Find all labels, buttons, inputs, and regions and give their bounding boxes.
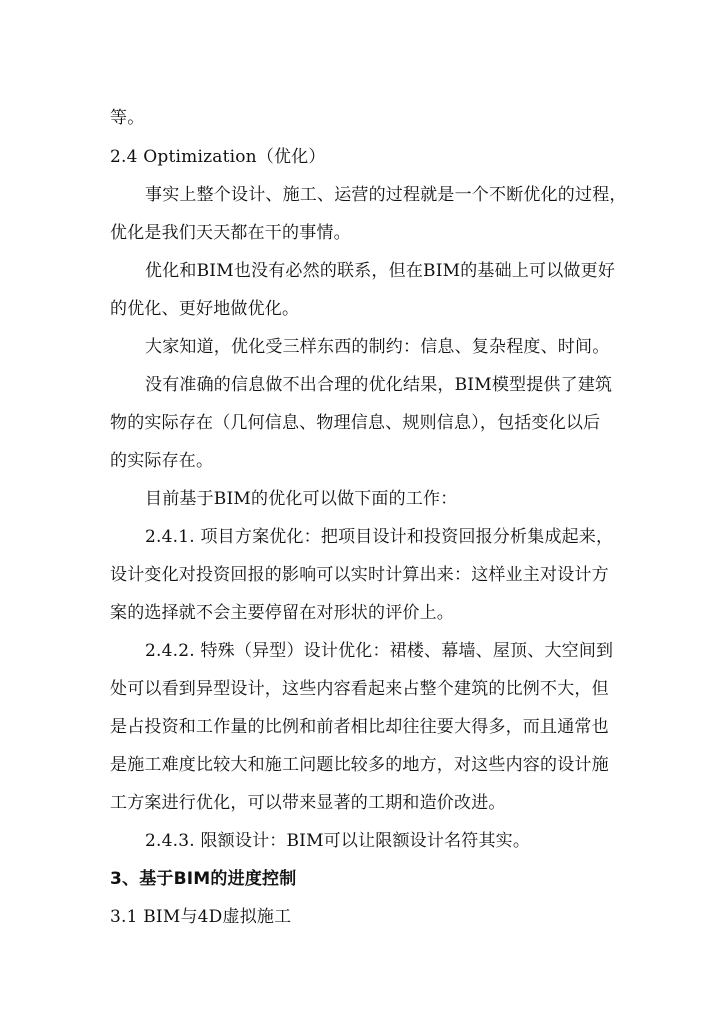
paragraph-line: 没有准确的信息做不出合理的优化结果，BIM模型提供了建筑 xyxy=(145,375,613,395)
paragraph-line: 目前基于BIM的优化可以做下面的工作： xyxy=(145,489,458,509)
paragraph-line: 是施工难度比较大和施工问题比较多的地方，对这些内容的设计施 xyxy=(110,755,609,775)
paragraph-line: 优化和BIM也没有必然的联系，但在BIM的基础上可以做更好 xyxy=(145,261,616,281)
paragraph-line: 2.4.3. 限额设计：BIM可以让限额设计名符其实。 xyxy=(145,831,531,851)
paragraph-line: 优化是我们天天都在干的事情。 xyxy=(110,223,351,243)
paragraph-line: 2.4.2. 特殊（异型）设计优化：裙楼、幕墙、屋顶、大空间到 xyxy=(145,641,614,661)
paragraph-line: 事实上整个设计、施工、运营的过程就是一个不断优化的过程， xyxy=(145,185,627,205)
section-heading: 2.4 Optimization（优化） xyxy=(110,147,326,167)
paragraph-line: 的实际存在。 xyxy=(110,451,214,471)
section-heading: 3.1 BIM与4D虚拟施工 xyxy=(110,907,292,927)
paragraph-line: 处可以看到异型设计，这些内容看起来占整个建筑的比例不大，但 xyxy=(110,679,609,699)
text-line: 等。 xyxy=(110,108,145,128)
paragraph-line: 的优化、更好地做优化。 xyxy=(110,299,300,319)
chapter-heading: 3、基于BIM的进度控制 xyxy=(110,869,297,889)
paragraph-line: 是占投资和工作量的比例和前者相比却往往要大得多，而且通常也 xyxy=(110,717,609,737)
paragraph-line: 2.4.1. 项目方案优化：把项目设计和投资回报分析集成起来， xyxy=(145,527,614,547)
paragraph-line: 设计变化对投资回报的影响可以实时计算出来：这样业主对设计方 xyxy=(110,565,609,585)
paragraph-line: 工方案进行优化，可以带来显著的工期和造价改进。 xyxy=(110,793,506,813)
paragraph-line: 案的选择就不会主要停留在对形状的评价上。 xyxy=(110,603,454,623)
paragraph-line: 物的实际存在（几何信息、物理信息、规则信息），包括变化以后 xyxy=(110,413,601,433)
paragraph-line: 大家知道，优化受三样东西的制约：信息、复杂程度、时间。 xyxy=(145,337,610,357)
